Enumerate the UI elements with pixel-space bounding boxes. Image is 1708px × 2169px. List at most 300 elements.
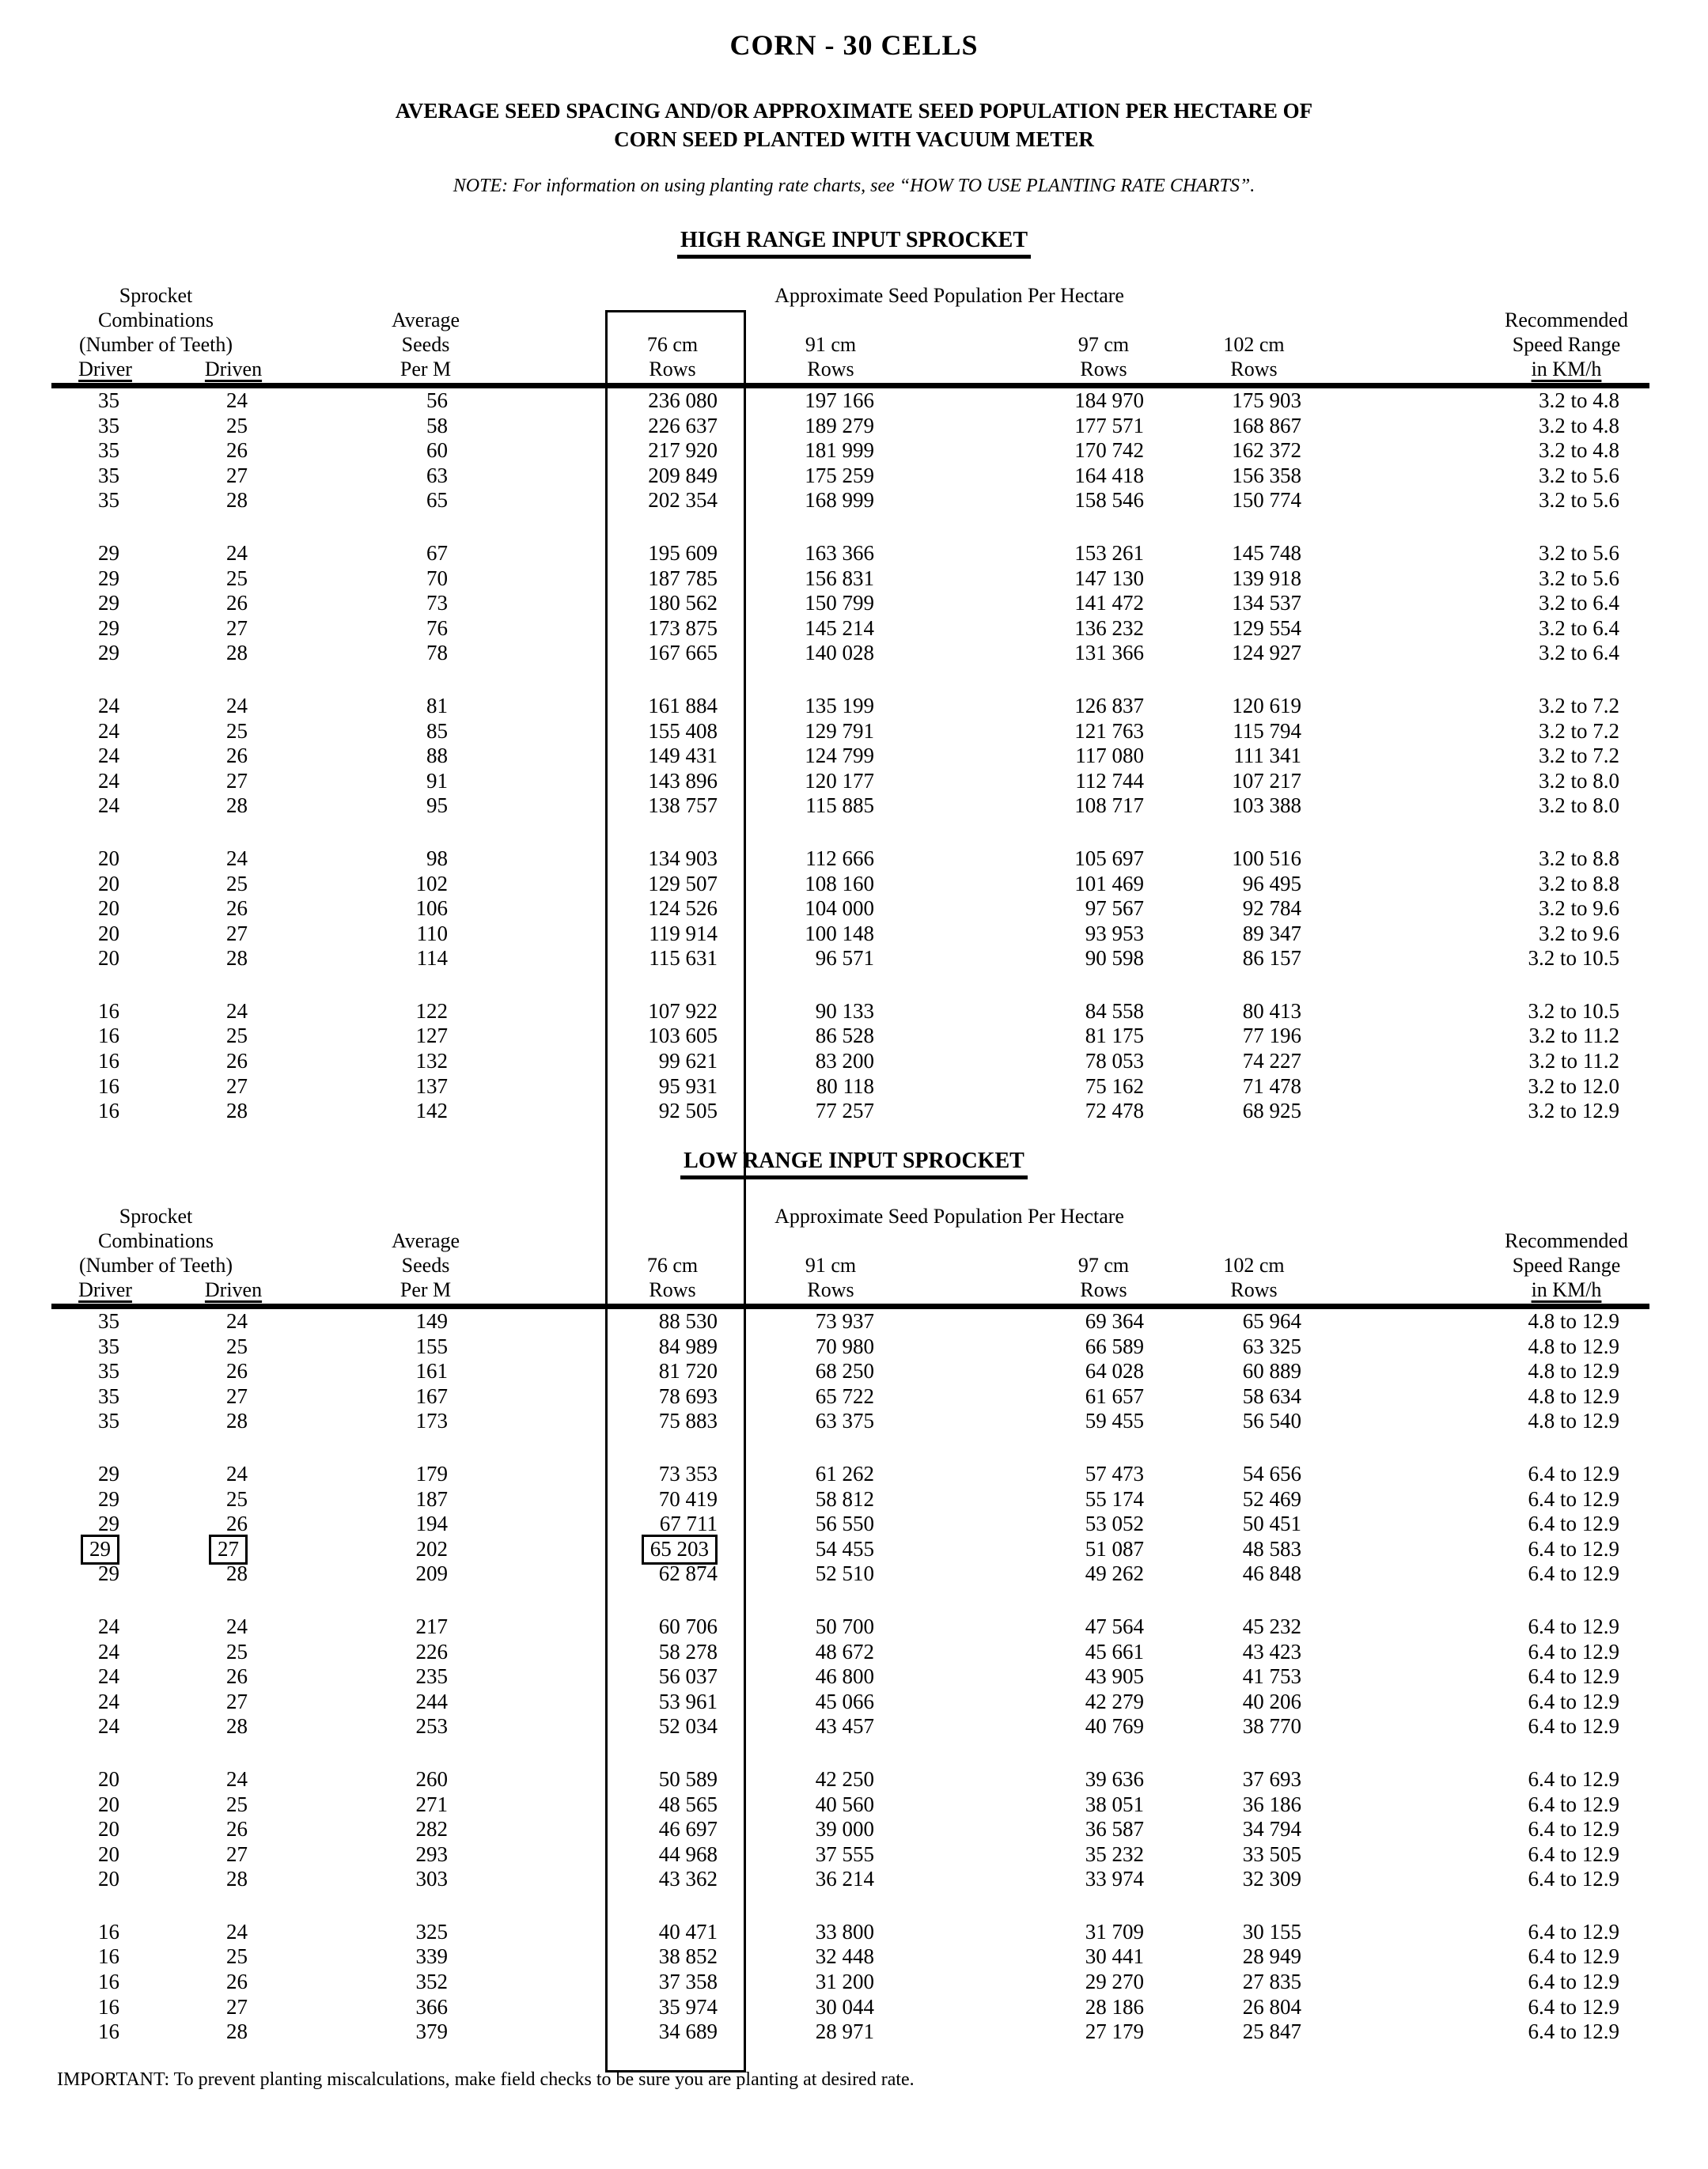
cell-driver: 16: [98, 1919, 119, 1944]
cell-pop-97cm: 121 763: [1074, 718, 1144, 743]
table-row: [0, 769, 1708, 794]
table-row: [0, 1409, 1708, 1434]
cell-pop-102cm: 32 309: [1242, 1867, 1301, 1891]
cell-driver: 16: [98, 1099, 119, 1123]
cell-speed-range: 3.2 to 8.8: [1538, 871, 1619, 895]
cell-pop-76cm: 217 920: [648, 438, 718, 463]
table-header: [0, 283, 1708, 381]
cell-pop-102cm: 89 347: [1242, 921, 1301, 945]
cell-pop-91cm: 163 366: [805, 540, 874, 565]
table-row: [0, 1537, 1708, 1562]
column-header-seeds: Seeds: [401, 333, 450, 356]
cell-speed-range: 3.2 to 7.2: [1538, 744, 1619, 768]
table-heading-high: HIGH RANGE INPUT SPROCKET: [0, 228, 1708, 263]
cell-pop-91cm: 104 000: [805, 896, 874, 921]
table-row: [0, 1074, 1708, 1100]
cell-driven: 24: [226, 846, 248, 870]
cell-pop-97cm: 75 162: [1085, 1073, 1144, 1098]
cell-driver: 35: [98, 488, 119, 513]
cell-speed-range: 6.4 to 12.9: [1528, 1970, 1619, 1994]
table-row: [0, 872, 1708, 897]
column-header-per-m: Per M: [400, 358, 452, 380]
table-row: [0, 641, 1708, 666]
cell-pop-97cm: 51 087: [1085, 1536, 1144, 1561]
column-header-driver: Driver: [78, 1278, 132, 1301]
cell-speed-range: 6.4 to 12.9: [1528, 1461, 1619, 1486]
cell-pop-91cm: 112 666: [805, 846, 874, 870]
cell-driven: 28: [226, 641, 248, 665]
cell-pop-91cm: 77 257: [815, 1099, 874, 1123]
cell-pop-102cm: 68 925: [1242, 1099, 1301, 1123]
cell-avg-seeds: 60: [426, 438, 448, 463]
cell-speed-range: 4.8 to 12.9: [1528, 1409, 1619, 1433]
cell-driver: 35: [98, 1334, 119, 1358]
cell-pop-102cm: 103 388: [1232, 793, 1301, 818]
cell-pop-91cm: 58 812: [815, 1486, 874, 1511]
cell-pop-91cm: 50 700: [815, 1614, 874, 1638]
cell-pop-102cm: 65 964: [1242, 1309, 1301, 1333]
cell-pop-97cm: 97 567: [1085, 896, 1144, 921]
cell-pop-91cm: 189 279: [805, 413, 874, 437]
column-header-102cm: 102 cm: [1223, 1254, 1285, 1277]
cell-pop-97cm: 59 455: [1085, 1409, 1144, 1433]
cell-pop-91cm: 70 980: [815, 1334, 874, 1358]
cell-driver: 16: [98, 1944, 119, 1969]
cell-pop-102cm: 30 155: [1242, 1919, 1301, 1944]
cell-speed-range: 6.4 to 12.9: [1528, 1536, 1619, 1561]
cell-driver: 20: [98, 921, 119, 945]
cell-driven: 28: [226, 2019, 248, 2044]
table-row: [0, 591, 1708, 616]
table-row: [0, 1970, 1708, 1995]
cell-pop-76cm: 99 621: [658, 1049, 718, 1073]
cell-pop-76cm: 129 507: [648, 871, 718, 895]
cell-pop-91cm: 30 044: [815, 1994, 874, 2019]
column-header-97cm: 97 cm: [1077, 1254, 1130, 1277]
row-group: [0, 1462, 1708, 1587]
cell-pop-97cm: 105 697: [1074, 846, 1144, 870]
cell-pop-102cm: 37 693: [1242, 1766, 1301, 1791]
column-header-rows-102: Rows: [1230, 1278, 1278, 1301]
cell-speed-range: 3.2 to 10.5: [1528, 946, 1619, 971]
table-row: [0, 1487, 1708, 1512]
column-header-average: Average: [391, 1229, 460, 1252]
cell-speed-range: 6.4 to 12.9: [1528, 1714, 1619, 1739]
cell-pop-102cm: 115 794: [1233, 718, 1301, 743]
header-rule: [51, 1304, 1649, 1309]
cell-avg-seeds: 122: [415, 998, 448, 1023]
cell-driven: 26: [226, 1049, 248, 1073]
cell-pop-76cm: 180 562: [648, 591, 718, 615]
cell-avg-seeds: 73: [426, 591, 448, 615]
column-header-91cm: 91 cm: [805, 1254, 857, 1277]
cell-driver: 35: [98, 463, 119, 487]
cell-pop-91cm: 140 028: [805, 641, 874, 665]
table-row: [0, 1664, 1708, 1690]
cell-pop-102cm: 50 451: [1242, 1512, 1301, 1536]
cell-pop-91cm: 56 550: [815, 1512, 874, 1536]
cell-driver: 20: [98, 946, 119, 971]
cell-pop-76cm: 209 849: [648, 463, 718, 487]
table-row: [0, 1359, 1708, 1384]
table-row: [0, 1817, 1708, 1842]
cell-driven: 24: [226, 388, 248, 412]
cell-speed-range: 3.2 to 5.6: [1538, 488, 1619, 513]
cell-pop-97cm: 40 769: [1085, 1714, 1144, 1739]
cell-driver: 29: [98, 641, 119, 665]
cell-driven: 28: [226, 1867, 248, 1891]
cell-pop-102cm: 48 583: [1242, 1536, 1301, 1561]
cell-driver: 29: [98, 566, 119, 590]
cell-pop-102cm: 43 423: [1242, 1639, 1301, 1664]
cell-avg-seeds: 110: [416, 921, 448, 945]
cell-avg-seeds: 244: [415, 1689, 448, 1713]
cell-pop-102cm: 34 794: [1242, 1817, 1301, 1842]
cell-speed-range: 3.2 to 6.4: [1538, 615, 1619, 640]
table-row: [0, 1049, 1708, 1074]
cell-driver: 35: [98, 1359, 119, 1384]
cell-pop-97cm: 30 441: [1085, 1944, 1144, 1969]
cell-speed-range: 6.4 to 12.9: [1528, 1689, 1619, 1713]
column-header-rows-97: Rows: [1080, 358, 1127, 380]
cell-pop-91cm: 68 250: [815, 1359, 874, 1384]
cell-driven: 24: [226, 1309, 248, 1333]
cell-pop-102cm: 92 784: [1242, 896, 1301, 921]
cell-pop-97cm: 108 717: [1074, 793, 1144, 818]
cell-speed-range: 3.2 to 7.2: [1538, 718, 1619, 743]
cell-pop-102cm: 168 867: [1232, 413, 1301, 437]
cell-avg-seeds: 56: [426, 388, 448, 412]
column-header-per-m: Per M: [400, 1278, 452, 1301]
cell-avg-seeds: 217: [415, 1614, 448, 1638]
cell-speed-range: 3.2 to 4.8: [1538, 413, 1619, 437]
cell-pop-102cm: 36 186: [1242, 1792, 1301, 1816]
column-header-sprocket: Sprocket: [119, 1205, 193, 1228]
cell-avg-seeds: 81: [426, 693, 448, 717]
cell-pop-76cm: 167 665: [648, 641, 718, 665]
table-row: [0, 922, 1708, 947]
cell-speed-range: 6.4 to 12.9: [1528, 1919, 1619, 1944]
cell-pop-102cm: 63 325: [1242, 1334, 1301, 1358]
cell-driver: 24: [98, 744, 119, 768]
column-header-seeds: Seeds: [401, 1254, 450, 1277]
cell-pop-76cm: 119 914: [649, 921, 718, 945]
cell-pop-91cm: 96 571: [815, 946, 874, 971]
cell-driver: 24: [98, 1689, 119, 1713]
cell-driven: 26: [226, 744, 248, 768]
table-row: [0, 1334, 1708, 1360]
cell-speed-range: 3.2 to 4.8: [1538, 438, 1619, 463]
cell-pop-76cm: 149 431: [648, 744, 718, 768]
cell-driven: 27: [226, 615, 248, 640]
cell-driver: 20: [98, 846, 119, 870]
cell-pop-97cm: 93 953: [1085, 921, 1144, 945]
cell-driven: 27: [226, 768, 248, 793]
cell-pop-97cm: 28 186: [1085, 1994, 1144, 2019]
cell-pop-91cm: 90 133: [815, 998, 874, 1023]
cell-pop-102cm: 96 495: [1242, 871, 1301, 895]
cell-driver: 35: [98, 438, 119, 463]
table-row: [0, 846, 1708, 872]
cell-avg-seeds: 379: [415, 2019, 448, 2044]
cell-pop-97cm: 101 469: [1074, 871, 1144, 895]
cell-pop-102cm: 28 949: [1242, 1944, 1301, 1969]
cell-avg-seeds: 352: [415, 1970, 448, 1994]
cell-pop-91cm: 83 200: [815, 1049, 874, 1073]
column-header-driven: Driven: [204, 1278, 263, 1301]
table-row: [0, 616, 1708, 642]
cell-driver: 24: [98, 693, 119, 717]
cell-pop-76cm: 173 875: [648, 615, 718, 640]
row-group: [0, 388, 1708, 513]
column-header-sprocket: Sprocket: [119, 284, 193, 307]
cell-pop-91cm: 181 999: [805, 438, 874, 463]
header-rule: [51, 383, 1649, 388]
cell-driver: 29: [98, 540, 119, 565]
cell-avg-seeds: 106: [415, 896, 448, 921]
cell-avg-seeds: 303: [415, 1867, 448, 1891]
cell-pop-102cm: 80 413: [1242, 998, 1301, 1023]
table-row: [0, 793, 1708, 819]
cell-speed-range: 3.2 to 8.8: [1538, 846, 1619, 870]
column-header-76cm: 76 cm: [646, 333, 699, 356]
cell-speed-range: 3.2 to 9.6: [1538, 921, 1619, 945]
cell-speed-range: 3.2 to 7.2: [1538, 693, 1619, 717]
cell-pop-76cm: [483, 1537, 728, 1562]
cell-avg-seeds: 235: [415, 1664, 448, 1689]
column-header-rows-91: Rows: [807, 1278, 854, 1301]
cell-pop-76cm: 46 697: [658, 1817, 718, 1842]
cell-pop-76cm: 187 785: [648, 566, 718, 590]
cell-speed-range: 3.2 to 6.4: [1538, 591, 1619, 615]
table-header: [0, 1204, 1708, 1302]
cell-speed-range: 6.4 to 12.9: [1528, 1867, 1619, 1891]
cell-avg-seeds: 260: [415, 1766, 448, 1791]
cell-speed-range: 4.8 to 12.9: [1528, 1384, 1619, 1408]
cell-pop-76cm: 50 589: [658, 1766, 718, 1791]
cell-pop-97cm: 131 366: [1074, 641, 1144, 665]
column-header-rows-91: Rows: [807, 358, 854, 380]
cell-pop-91cm: 42 250: [815, 1766, 874, 1791]
cell-speed-range: 6.4 to 12.9: [1528, 1512, 1619, 1536]
table-row: [0, 1640, 1708, 1665]
row-group: [0, 694, 1708, 819]
cell-pop-91cm: 54 455: [815, 1536, 874, 1561]
cell-driver: 24: [98, 1664, 119, 1689]
cell-driven: 27: [226, 1842, 248, 1866]
cell-pop-97cm: 136 232: [1074, 615, 1144, 640]
cell-pop-91cm: 108 160: [805, 871, 874, 895]
cell-pop-76cm: 48 565: [658, 1792, 718, 1816]
cell-pop-76cm: 60 706: [658, 1614, 718, 1638]
cell-driven: 26: [226, 1512, 248, 1536]
cell-speed-range: 6.4 to 12.9: [1528, 1561, 1619, 1586]
cell-driven: 25: [226, 1486, 248, 1511]
cell-driver: 20: [98, 896, 119, 921]
cell-pop-97cm: 31 709: [1085, 1919, 1144, 1944]
table-row: [0, 1462, 1708, 1487]
cell-pop-76cm: 34 689: [658, 2019, 718, 2044]
note-text: NOTE: For information on using planting rate charts, see “HOW TO USE PLANTING RATE CHARTS”.: [453, 176, 1255, 196]
cell-driver: 24: [98, 768, 119, 793]
cell-driven: 27: [226, 1689, 248, 1713]
table-row: [0, 719, 1708, 744]
cell-driver: 24: [98, 793, 119, 818]
cell-avg-seeds: 366: [415, 1994, 448, 2019]
cell-pop-102cm: 56 540: [1242, 1409, 1301, 1433]
cell-speed-range: 6.4 to 12.9: [1528, 2019, 1619, 2044]
cell-driven: 26: [226, 1970, 248, 1994]
cell-avg-seeds: 65: [426, 488, 448, 513]
table-row: [0, 1714, 1708, 1739]
cell-speed-range: 3.2 to 11.2: [1528, 1049, 1619, 1073]
cell-pop-97cm: 49 262: [1085, 1561, 1144, 1586]
table-row: [0, 1867, 1708, 1892]
cell-driver: 24: [98, 1714, 119, 1739]
table-row: [0, 1099, 1708, 1124]
cell-driven: 26: [226, 1359, 248, 1384]
cell-pop-76cm: 124 526: [648, 896, 718, 921]
cell-pop-97cm: 64 028: [1085, 1359, 1144, 1384]
cell-pop-91cm: 61 262: [815, 1461, 874, 1486]
cell-driven: 26: [226, 591, 248, 615]
cell-speed-range: 3.2 to 12.0: [1528, 1073, 1619, 1098]
row-group: [0, 541, 1708, 666]
cell-avg-seeds: 161: [415, 1359, 448, 1384]
cell-speed-range: 6.4 to 12.9: [1528, 1792, 1619, 1816]
cell-pop-102cm: 134 537: [1232, 591, 1301, 615]
cell-pop-91cm: 175 259: [805, 463, 874, 487]
cell-pop-91cm: 46 800: [815, 1664, 874, 1689]
cell-speed-range: 3.2 to 8.0: [1538, 768, 1619, 793]
cell-pop-76cm: 92 505: [658, 1099, 718, 1123]
cell-pop-102cm: 74 227: [1242, 1049, 1301, 1073]
cell-pop-102cm: 111 341: [1233, 744, 1301, 768]
row-group: [0, 1309, 1708, 1434]
cell-pop-76cm: 62 874: [658, 1561, 718, 1586]
cell-pop-102cm: 156 358: [1232, 463, 1301, 487]
cell-pop-91cm: 32 448: [815, 1944, 874, 1969]
cell-pop-102cm: 25 847: [1242, 2019, 1301, 2044]
cell-driver: 24: [98, 1614, 119, 1638]
column-header-driven: Driven: [204, 358, 263, 380]
cell-pop-76cm: 81 720: [658, 1359, 718, 1384]
cell-avg-seeds: 293: [415, 1842, 448, 1866]
cell-driver: 29: [98, 1461, 119, 1486]
table-row: [0, 946, 1708, 971]
table-row: [0, 1944, 1708, 1970]
column-header-rows-76: Rows: [649, 1278, 696, 1301]
cell-pop-102cm: 33 505: [1242, 1842, 1301, 1866]
cell-avg-seeds: 149: [415, 1309, 448, 1333]
cell-pop-97cm: 147 130: [1074, 566, 1144, 590]
cell-pop-97cm: 45 661: [1085, 1639, 1144, 1664]
cell-pop-91cm: 39 000: [815, 1817, 874, 1842]
cell-avg-seeds: 155: [415, 1334, 448, 1358]
subtitle-line-1: AVERAGE SEED SPACING AND/OR APPROXIMATE SEED POPULATION PER HECTARE OF: [395, 99, 1313, 123]
cell-speed-range: 3.2 to 6.4: [1538, 641, 1619, 665]
cell-driven: 24: [226, 693, 248, 717]
cell-driver: 35: [98, 1409, 119, 1433]
cell-avg-seeds: 102: [415, 871, 448, 895]
cell-driven: 28: [226, 946, 248, 971]
cell-pop-76cm: 35 974: [658, 1994, 718, 2019]
cell-pop-102cm: 38 770: [1242, 1714, 1301, 1739]
cell-pop-97cm: 57 473: [1085, 1461, 1144, 1486]
cell-driver: 20: [98, 1766, 119, 1791]
cell-driven: 24: [226, 998, 248, 1023]
cell-pop-91cm: 43 457: [815, 1714, 874, 1739]
cell-avg-seeds: 114: [416, 946, 448, 971]
cell-speed-range: 6.4 to 12.9: [1528, 1994, 1619, 2019]
cell-driven: [142, 1537, 269, 1562]
cell-avg-seeds: 194: [415, 1512, 448, 1536]
cell-pop-91cm: 150 799: [805, 591, 874, 615]
cell-pop-97cm: 170 742: [1074, 438, 1144, 463]
cell-driven: 25: [226, 871, 248, 895]
cell-driver: 20: [98, 1842, 119, 1866]
cell-driven: 27: [226, 463, 248, 487]
cell-speed-range: 6.4 to 12.9: [1528, 1639, 1619, 1664]
table-row: [0, 1384, 1708, 1410]
cell-pop-91cm: 115 885: [805, 793, 874, 818]
cell-avg-seeds: 173: [415, 1409, 448, 1433]
cell-pop-97cm: 36 587: [1085, 1817, 1144, 1842]
cell-pop-91cm: 145 214: [805, 615, 874, 640]
cell-pop-102cm: 60 889: [1242, 1359, 1301, 1384]
table-row: [0, 1842, 1708, 1868]
cell-pop-97cm: 43 905: [1085, 1664, 1144, 1689]
cell-avg-seeds: 98: [426, 846, 448, 870]
cell-pop-97cm: 53 052: [1085, 1512, 1144, 1536]
cell-driver: 24: [98, 1639, 119, 1664]
cell-avg-seeds: 78: [426, 641, 448, 665]
cell-pop-102cm: 58 634: [1242, 1384, 1301, 1408]
cell-speed-range: 3.2 to 11.2: [1528, 1024, 1619, 1048]
cell-pop-91cm: 28 971: [815, 2019, 874, 2044]
cell-driven: 25: [226, 413, 248, 437]
cell-pop-102cm: 129 554: [1232, 615, 1301, 640]
cell-pop-102cm: 107 217: [1232, 768, 1301, 793]
cell-pop-97cm: 29 270: [1085, 1970, 1144, 1994]
low-range-table: [0, 1149, 1708, 2045]
table-heading-low: LOW RANGE INPUT SPROCKET: [0, 1149, 1708, 1183]
cell-speed-range: 3.2 to 5.6: [1538, 540, 1619, 565]
cell-pop-97cm: 184 970: [1074, 388, 1144, 412]
cell-driver: 20: [98, 1792, 119, 1816]
cell-pop-76cm: 202 354: [648, 488, 718, 513]
column-header-recommended: Recommended: [1505, 309, 1628, 331]
cell-avg-seeds: 167: [415, 1384, 448, 1408]
cell-pop-102cm: 175 903: [1232, 388, 1301, 412]
cell-avg-seeds: 85: [426, 718, 448, 743]
cell-pop-102cm: 46 848: [1242, 1561, 1301, 1586]
cell-avg-seeds: 88: [426, 744, 448, 768]
column-header-91cm: 91 cm: [805, 333, 857, 356]
cell-pop-97cm: 153 261: [1074, 540, 1144, 565]
table-row: [0, 1614, 1708, 1640]
highlighted-value-box: 27: [209, 1535, 248, 1565]
cell-pop-76cm: 52 034: [658, 1714, 718, 1739]
table-row: [0, 694, 1708, 719]
cell-pop-76cm: 58 278: [658, 1639, 718, 1664]
cell-pop-91cm: 86 528: [815, 1024, 874, 1048]
cell-pop-97cm: 126 837: [1074, 693, 1144, 717]
cell-driver: 29: [98, 615, 119, 640]
subtitle-line-2: CORN SEED PLANTED WITH VACUUM METER: [614, 127, 1094, 151]
cell-speed-range: 6.4 to 12.9: [1528, 1842, 1619, 1866]
cell-driver: 35: [98, 1384, 119, 1408]
